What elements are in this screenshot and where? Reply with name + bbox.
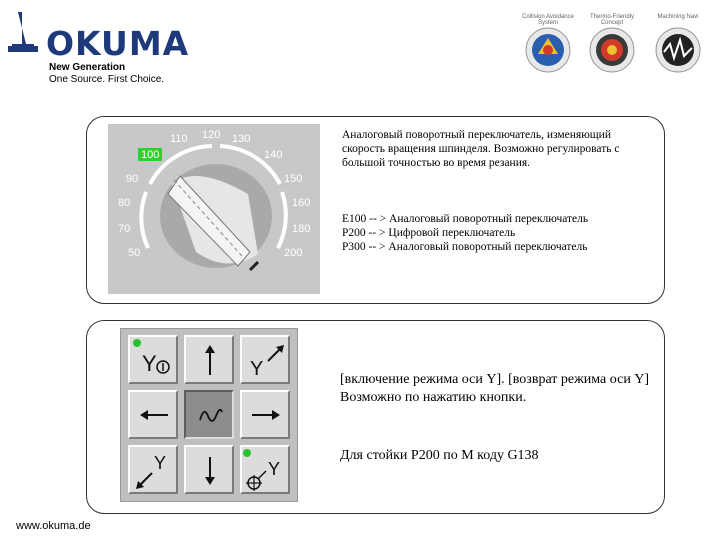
y-axis-return-label: Y [268,459,281,479]
y-axis-on-led [133,339,141,347]
okuma-logo [8,10,198,63]
variant-list [342,212,632,254]
y-axis-button-grid [120,328,298,502]
footer-website: www.okuma.de [16,520,91,532]
dial-tick-180: 180 [292,223,311,235]
tagline-line1: New Generation [49,62,126,73]
y-axis-description: [включение режима оси Y]. [возврат режима оси Y] Возможно по нажатию кнопки. [340,372,650,405]
badge-thermo-friendly [580,14,644,78]
y-diagonal-up-button[interactable] [240,335,290,384]
p200-mcode-note: Для стойки P200 по M коду G138 [340,448,539,463]
dial-tick-150: 150 [284,173,303,185]
dial-description: Аналоговый поворотный переключатель, изменяющий скорость вращения шпинделя. Возможно регулировать с большой точностью во время резания. [342,129,620,169]
wave-icon [186,392,234,439]
y-diagonal-down-button[interactable] [128,445,178,494]
tagline-line2: One Source. First Choice. [49,74,165,85]
badge-collision-avoidance [516,14,580,78]
dial-tick-200: 200 [284,247,303,259]
badge-middle-label: Thermo-Friendly Concept [589,14,634,26]
variant-p300: P300 -- > Аналоговый поворотный переключатель [342,241,588,253]
arrow-left-button[interactable] [128,390,178,439]
y-diagonal-down-label: Y [154,453,167,473]
arrow-down-icon [186,447,234,494]
badge-left-label: Collision Avoidance System [522,14,574,26]
arrow-up-icon [186,337,234,384]
logo-mark-icon [8,10,48,58]
arrow-right-button[interactable] [240,390,290,439]
arrow-right-icon [242,392,290,439]
badge-right-label: Machining Navi [657,14,699,20]
y-axis-return-led [243,449,251,457]
dial-tick-130: 130 [232,133,251,145]
dial-tick-140: 140 [264,149,283,161]
variant-p200: P200 -- > Цифровой переключатель [342,227,516,239]
dial-tick-80: 80 [118,197,131,209]
y-axis-on-label: Y [142,351,157,376]
arrow-down-button[interactable] [184,445,234,494]
dial-tick-160: 160 [292,197,311,209]
variant-e100: E100 -- > Аналоговый поворотный переключатель [342,213,589,225]
dial-tick-50: 50 [128,247,141,259]
dial-tick-100-highlighted: 100 [141,149,160,161]
dial-tick-70: 70 [118,223,131,235]
spindle-override-dial[interactable] [108,124,320,294]
dial-tick-110: 110 [170,133,188,145]
badge-machining-navi [646,14,710,78]
brand-name: OKUMA [46,24,190,63]
dial-tick-120: 120 [202,129,221,141]
arrow-up-button[interactable] [184,335,234,384]
y-diagonal-up-label: Y [250,358,264,380]
rapid-feed-button[interactable] [184,390,234,439]
dial-tick-90: 90 [126,173,139,185]
arrow-left-icon [130,392,178,439]
